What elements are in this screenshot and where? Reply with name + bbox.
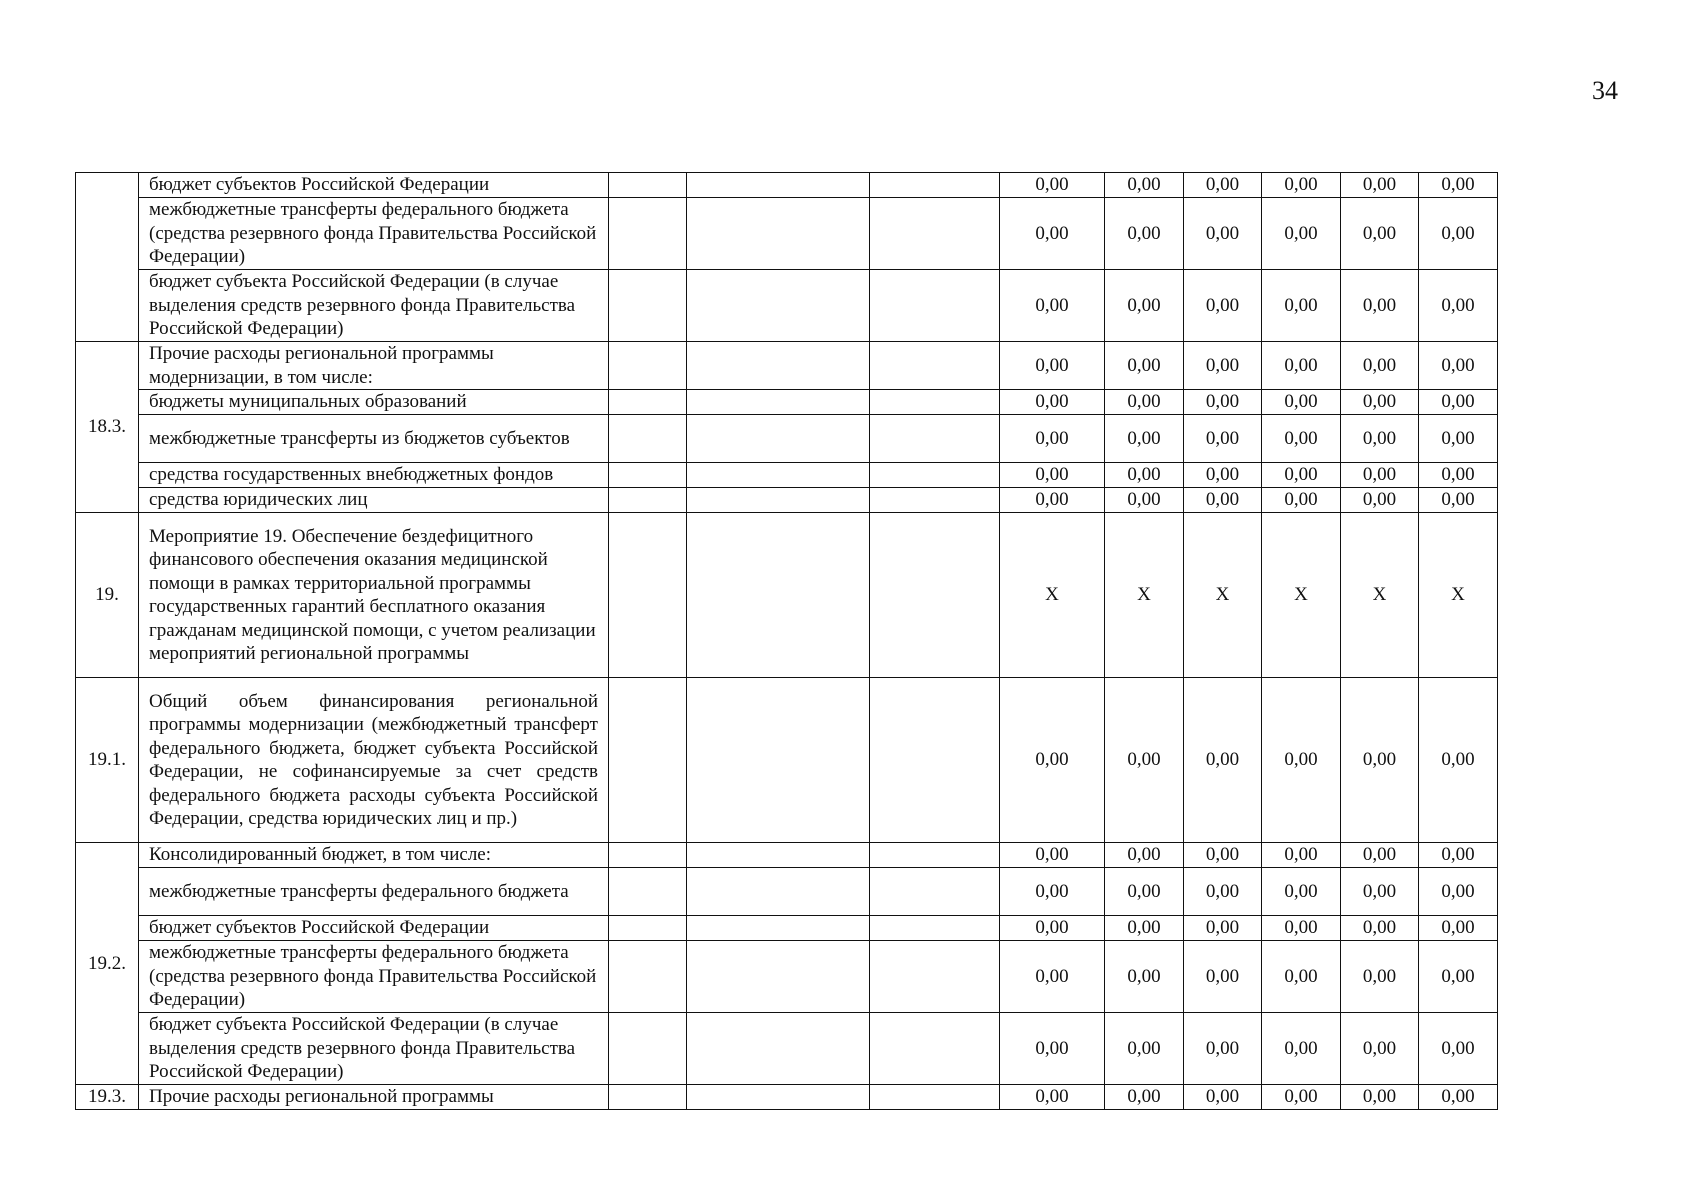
empty-cell — [870, 1013, 1000, 1085]
table-row — [76, 390, 1622, 415]
empty-cell — [870, 678, 1000, 843]
value-cell: 0,00 — [1105, 342, 1184, 390]
value-cell: 0,00 — [1262, 916, 1341, 941]
table-row — [76, 270, 1622, 342]
empty-cell — [870, 843, 1000, 868]
value-cell: 0,00 — [1341, 390, 1419, 415]
empty-cell — [609, 678, 687, 843]
empty-cell — [870, 868, 1000, 916]
table-row — [76, 463, 1622, 488]
row-description: Прочие расходы региональной программы — [139, 1085, 609, 1110]
value-cell: 0,00 — [1262, 270, 1341, 342]
empty-cell — [609, 415, 687, 463]
row-description: бюджет субъекта Российской Федерации (в случае выделения средств резервного фонда Правительства Российской Федерации) — [139, 1013, 609, 1085]
value-cell: 0,00 — [1419, 678, 1498, 843]
table-row — [76, 198, 1622, 270]
value-cell: 0,00 — [1000, 342, 1105, 390]
empty-cell — [870, 415, 1000, 463]
value-cell: 0,00 — [1262, 415, 1341, 463]
value-cell: 0,00 — [1419, 390, 1498, 415]
table-row — [76, 916, 1622, 941]
value-cell: 0,00 — [1184, 198, 1262, 270]
value-cell: 0,00 — [1341, 868, 1419, 916]
empty-cell — [687, 1085, 870, 1110]
value-cell: 0,00 — [1000, 868, 1105, 916]
value-cell: Х — [1262, 513, 1341, 678]
value-cell: 0,00 — [1184, 463, 1262, 488]
empty-cell — [870, 463, 1000, 488]
row-description: бюджет субъекта Российской Федерации (в случае выделения средств резервного фонда Правительства Российской Федерации) — [139, 270, 609, 342]
value-cell: 0,00 — [1000, 1013, 1105, 1085]
page-number: 34 — [1592, 76, 1618, 105]
value-cell: 0,00 — [1184, 173, 1262, 198]
value-cell: 0,00 — [1419, 463, 1498, 488]
value-cell: 0,00 — [1341, 1085, 1419, 1110]
value-cell: Х — [1000, 513, 1105, 678]
value-cell: 0,00 — [1184, 1085, 1262, 1110]
empty-cell — [870, 1085, 1000, 1110]
value-cell: 0,00 — [1105, 678, 1184, 843]
value-cell: 0,00 — [1184, 342, 1262, 390]
empty-cell — [609, 843, 687, 868]
table-row — [76, 173, 1622, 198]
value-cell: 0,00 — [1262, 173, 1341, 198]
value-cell: 0,00 — [1341, 678, 1419, 843]
empty-cell — [687, 941, 870, 1013]
table-row — [76, 843, 1622, 868]
row-number-cell: 18.3. — [76, 342, 139, 513]
empty-cell — [609, 270, 687, 342]
empty-cell — [687, 916, 870, 941]
empty-cell — [687, 868, 870, 916]
empty-cell — [609, 916, 687, 941]
value-cell: 0,00 — [1000, 916, 1105, 941]
value-cell: 0,00 — [1000, 173, 1105, 198]
value-cell: 0,00 — [1105, 463, 1184, 488]
row-description: межбюджетные трансферты федерального бюджета — [139, 868, 609, 916]
empty-cell — [687, 198, 870, 270]
value-cell: 0,00 — [1419, 270, 1498, 342]
value-cell: Х — [1184, 513, 1262, 678]
row-number-cell: 19. — [76, 513, 139, 678]
value-cell: 0,00 — [1105, 941, 1184, 1013]
value-cell: 0,00 — [1105, 270, 1184, 342]
value-cell: 0,00 — [1341, 198, 1419, 270]
row-description: Общий объем финансирования региональной программы модернизации (межбюджетный трансферт федерального бюджета, бюджет субъекта Российской Федерации, не софинансируемые за счет средств федерального бюджета расходы субъекта Российской Федерации, средства юридических лиц и пр.) — [139, 678, 609, 843]
value-cell: 0,00 — [1105, 1085, 1184, 1110]
value-cell: 0,00 — [1262, 868, 1341, 916]
empty-cell — [609, 173, 687, 198]
value-cell: 0,00 — [1105, 1013, 1184, 1085]
value-cell: 0,00 — [1341, 415, 1419, 463]
row-description: бюджеты муниципальных образований — [139, 390, 609, 415]
empty-cell — [687, 270, 870, 342]
row-description: средства юридических лиц — [139, 488, 609, 513]
empty-cell — [609, 390, 687, 415]
value-cell: 0,00 — [1184, 488, 1262, 513]
value-cell: 0,00 — [1184, 270, 1262, 342]
empty-cell — [687, 678, 870, 843]
value-cell: 0,00 — [1341, 941, 1419, 1013]
empty-cell — [609, 342, 687, 390]
empty-cell — [609, 868, 687, 916]
table-row — [76, 342, 1622, 390]
row-description: бюджет субъектов Российской Федерации — [139, 173, 609, 198]
value-cell: Х — [1341, 513, 1419, 678]
value-cell: 0,00 — [1000, 941, 1105, 1013]
value-cell: 0,00 — [1419, 198, 1498, 270]
value-cell: 0,00 — [1262, 1085, 1341, 1110]
row-description: Консолидированный бюджет, в том числе: — [139, 843, 609, 868]
empty-cell — [609, 941, 687, 1013]
empty-cell — [687, 390, 870, 415]
value-cell: 0,00 — [1184, 678, 1262, 843]
row-description: межбюджетные трансферты федерального бюджета (средства резервного фонда Правительства Российской Федерации) — [139, 198, 609, 270]
value-cell: 0,00 — [1262, 342, 1341, 390]
value-cell: 0,00 — [1000, 1085, 1105, 1110]
empty-cell — [870, 488, 1000, 513]
empty-cell — [687, 1013, 870, 1085]
value-cell: 0,00 — [1105, 198, 1184, 270]
value-cell: 0,00 — [1184, 415, 1262, 463]
value-cell: 0,00 — [1105, 868, 1184, 916]
value-cell: 0,00 — [1419, 173, 1498, 198]
empty-cell — [870, 270, 1000, 342]
row-description: бюджет субъектов Российской Федерации — [139, 916, 609, 941]
value-cell: 0,00 — [1341, 1013, 1419, 1085]
empty-cell — [870, 513, 1000, 678]
empty-cell — [687, 342, 870, 390]
empty-cell — [687, 463, 870, 488]
table-row — [76, 941, 1622, 1013]
value-cell: 0,00 — [1262, 488, 1341, 513]
value-cell: 0,00 — [1341, 463, 1419, 488]
value-cell: 0,00 — [1341, 342, 1419, 390]
value-cell: 0,00 — [1000, 678, 1105, 843]
value-cell: 0,00 — [1419, 1013, 1498, 1085]
value-cell: 0,00 — [1419, 415, 1498, 463]
row-description: средства государственных внебюджетных фондов — [139, 463, 609, 488]
value-cell: 0,00 — [1000, 488, 1105, 513]
empty-cell — [687, 488, 870, 513]
value-cell: 0,00 — [1105, 843, 1184, 868]
row-description: межбюджетные трансферты из бюджетов субъектов — [139, 415, 609, 463]
financing-table — [75, 172, 1622, 1110]
empty-cell — [870, 173, 1000, 198]
value-cell: 0,00 — [1184, 941, 1262, 1013]
value-cell: 0,00 — [1262, 463, 1341, 488]
value-cell: 0,00 — [1262, 198, 1341, 270]
table-row — [76, 1085, 1622, 1110]
value-cell: 0,00 — [1184, 1013, 1262, 1085]
value-cell: 0,00 — [1419, 916, 1498, 941]
value-cell: 0,00 — [1000, 390, 1105, 415]
value-cell: 0,00 — [1105, 415, 1184, 463]
table-row — [76, 415, 1622, 463]
empty-cell — [687, 173, 870, 198]
value-cell: 0,00 — [1105, 173, 1184, 198]
value-cell: 0,00 — [1262, 941, 1341, 1013]
value-cell: 0,00 — [1262, 1013, 1341, 1085]
empty-cell — [870, 342, 1000, 390]
table-row — [76, 678, 1622, 843]
row-description: Мероприятие 19. Обеспечение бездефицитного финансового обеспечения оказания медицинской помощи в рамках территориальной программы государственных гарантий бесплатного оказания гражданам медицинской помощи, с учетом реализации мероприятий региональной программы — [139, 513, 609, 678]
row-number-cell — [76, 173, 139, 342]
value-cell: 0,00 — [1341, 916, 1419, 941]
value-cell: 0,00 — [1262, 843, 1341, 868]
table-row — [76, 488, 1622, 513]
table-row — [76, 868, 1622, 916]
empty-cell — [609, 463, 687, 488]
value-cell: 0,00 — [1000, 270, 1105, 342]
value-cell: 0,00 — [1184, 390, 1262, 415]
value-cell: 0,00 — [1000, 198, 1105, 270]
table-row — [76, 513, 1622, 678]
row-description: межбюджетные трансферты федерального бюджета (средства резервного фонда Правительства Российской Федерации) — [139, 941, 609, 1013]
value-cell: 0,00 — [1105, 390, 1184, 415]
row-description: Прочие расходы региональной программы модернизации, в том числе: — [139, 342, 609, 390]
value-cell: 0,00 — [1000, 843, 1105, 868]
value-cell: 0,00 — [1341, 488, 1419, 513]
value-cell: 0,00 — [1341, 843, 1419, 868]
value-cell: 0,00 — [1419, 342, 1498, 390]
empty-cell — [609, 513, 687, 678]
row-number-cell: 19.1. — [76, 678, 139, 843]
empty-cell — [609, 198, 687, 270]
value-cell: 0,00 — [1184, 868, 1262, 916]
value-cell: 0,00 — [1419, 1085, 1498, 1110]
value-cell: 0,00 — [1341, 270, 1419, 342]
empty-cell — [609, 488, 687, 513]
empty-cell — [687, 843, 870, 868]
empty-cell — [870, 198, 1000, 270]
value-cell: 0,00 — [1000, 415, 1105, 463]
value-cell: 0,00 — [1105, 916, 1184, 941]
empty-cell — [687, 513, 870, 678]
empty-cell — [687, 415, 870, 463]
table-row — [76, 1013, 1622, 1085]
value-cell: 0,00 — [1105, 488, 1184, 513]
value-cell: 0,00 — [1419, 843, 1498, 868]
value-cell: 0,00 — [1419, 488, 1498, 513]
value-cell: 0,00 — [1341, 173, 1419, 198]
value-cell: 0,00 — [1184, 916, 1262, 941]
value-cell: 0,00 — [1419, 868, 1498, 916]
value-cell: 0,00 — [1184, 843, 1262, 868]
empty-cell — [870, 916, 1000, 941]
empty-cell — [609, 1013, 687, 1085]
empty-cell — [609, 1085, 687, 1110]
value-cell: 0,00 — [1262, 678, 1341, 843]
value-cell: Х — [1419, 513, 1498, 678]
value-cell: 0,00 — [1419, 941, 1498, 1013]
value-cell: Х — [1105, 513, 1184, 678]
value-cell: 0,00 — [1262, 390, 1341, 415]
value-cell: 0,00 — [1000, 463, 1105, 488]
row-number-cell: 19.3. — [76, 1085, 139, 1110]
empty-cell — [870, 390, 1000, 415]
row-number-cell: 19.2. — [76, 843, 139, 1085]
empty-cell — [870, 941, 1000, 1013]
